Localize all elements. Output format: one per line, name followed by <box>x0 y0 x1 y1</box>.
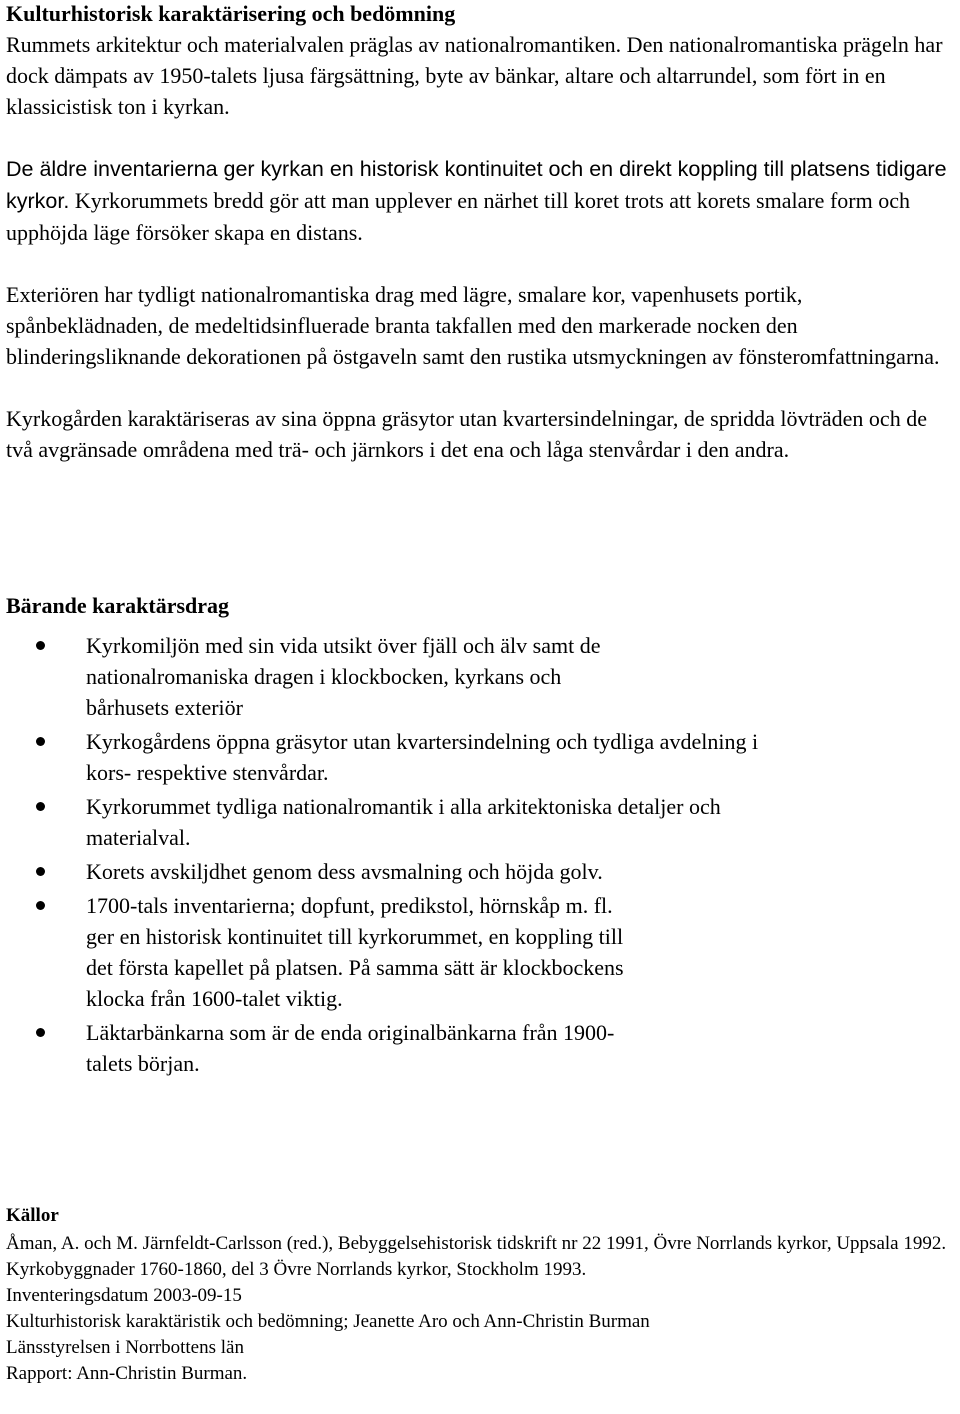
paragraph-inventory <box>6 153 954 248</box>
list-item <box>6 630 954 723</box>
paragraph-exterior: Exteriören har tydligt nationalromantiska drag med lägre, smalare kor, vapenhusets portik, spånbeklädnaden, de medeltidsinfluerade branta takfallen med den markerade nocken den blinderingsliknande dekorationen på östgaveln samt den rustika utsmyckningen av fönsteromfattningarna. <box>6 282 940 369</box>
bullet-icon <box>36 901 45 910</box>
list-item-text: Kyrkogårdens öppna gräsytor utan kvartersindelning och tydliga avdelning i kors- respektive stenvårdar. <box>86 729 759 785</box>
list-item-text: Läktarbänkarna som är de enda originalbänkarna från 1900- talets början. <box>86 1020 615 1076</box>
list-item-text: Kyrkomiljön med sin vida utsikt över fjäll och älv samt de nationalromaniska dragen i klockbocken, kyrkans och bårhusets exteriör <box>86 633 601 720</box>
paragraph-inventory-rest: Kyrkorummets bredd gör att man upplever en närhet till koret trots att korets smalare form och upphöjda läge försöker skapa en distans. <box>6 188 910 245</box>
report-line: Rapport: Ann-Christin Burman. <box>6 1363 248 1384</box>
source-line: Åman, A. och M. Järnfeldt-Carlsson (red.), Bebyggelsehistorisk tidskrift nr 22 1991, Övre Norrlands kyrkor, Uppsala 1992. <box>6 1233 947 1254</box>
paragraph-churchyard: Kyrkogården karaktäriseras av sina öppna gräsytor utan kvartersindelningar, de spridda lövträden och de två avgränsade områdena med trä- och järnkors i det ena och låga stenvårdar i den andra. <box>6 406 927 462</box>
sources-section <box>6 1205 954 1387</box>
inventory-date: Inventeringsdatum 2003-09-15 <box>6 1285 242 1306</box>
list-item <box>6 1017 954 1079</box>
source-line: Kyrkobyggnader 1760-1860, del 3 Övre Norrlands kyrkor, Stockholm 1993. <box>6 1259 587 1280</box>
document-page <box>6 0 954 1384</box>
list-item-text: Korets avskiljdhet genom dess avsmalning och höjda golv. <box>86 859 603 884</box>
bullet-icon <box>36 1028 45 1037</box>
characteristics-list <box>6 630 954 1083</box>
authors-line: Kulturhistorisk karaktäristik och bedömning; Jeanette Aro och Ann-Christin Burman <box>6 1311 650 1332</box>
section-title-characteristics: Bärande karaktärsdrag <box>6 593 230 618</box>
paragraph-inventory-lead: De äldre inventarierna ger kyrkan en historisk kontinuitet och en direkt koppling till platsens tidigare kyrkor. <box>6 157 947 213</box>
bullet-icon <box>36 802 45 811</box>
sources-title: Källor <box>6 1205 59 1226</box>
list-item <box>6 726 954 788</box>
paragraph-architecture: Rummets arkitektur och materialvalen präglas av nationalromantiken. Den nationalromantiska prägeln har dock dämpats av 1950-talets ljusa färgsättning, byte av bänkar, altare och altarrundel, som fört in en klassicistisk ton i kyrkan. <box>6 32 943 119</box>
list-item-text: Kyrkorummet tydliga nationalromantik i alla arkitektoniska detaljer och materialval. <box>86 794 721 850</box>
list-item-text: 1700-tals inventarierna; dopfunt, predikstol, hörnskåp m. fl. ger en historisk kontinuitet till kyrkorummet, en koppling till det första kapellet på platsen. På samma sätt är klockbockens klocka från 1600-talet viktig. <box>86 893 624 1011</box>
agency-line: Länsstyrelsen i Norrbottens län <box>6 1337 244 1358</box>
section-title-assessment: Kulturhistorisk karaktärisering och bedömning <box>6 1 456 26</box>
list-item <box>6 791 954 853</box>
bullet-icon <box>36 737 45 746</box>
list-item <box>6 856 954 887</box>
bullet-icon <box>36 641 45 650</box>
list-item <box>6 890 954 1014</box>
bullet-icon <box>36 867 45 876</box>
